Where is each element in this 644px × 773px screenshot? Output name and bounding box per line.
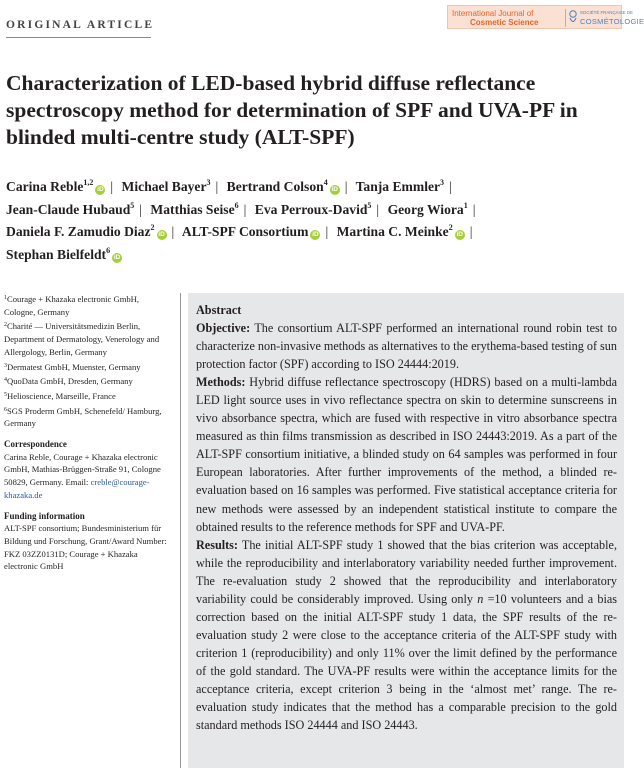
journal-logo[interactable] — [447, 5, 644, 29]
abstract-objective: Objective: The consortium ALT-SPF performed an international round robin test to characterize non-invasive methods as alternatives to the erythema-based testing of sun protection factor (SPF) according to ISO 24444:2019. — [196, 321, 618, 372]
author-separator: | — [449, 179, 452, 194]
orcid-icon[interactable]: iD — [331, 186, 338, 193]
affiliation: $^6$SGS Proderm GmbH, Schenefeld/ Hamburg, Germany — [4, 405, 162, 429]
orcid-icon[interactable]: iD — [113, 253, 121, 261]
funding-heading: Funding information — [4, 510, 85, 521]
author-name[interactable]: Stephan Bielfeldt$^6$iD — [6, 245, 121, 262]
author-separator: | — [469, 224, 473, 239]
society-logo-icon — [568, 10, 578, 25]
author-name[interactable]: Tanja Emmler$^3$ — [355, 178, 445, 194]
author-separator: | — [110, 179, 114, 194]
author-list — [6, 176, 622, 266]
author-separator: | — [325, 224, 329, 239]
orcid-icon[interactable]: iD — [456, 231, 463, 238]
affiliation: $^1$Courage + Khazaka electronic GmbH, Cologne, Germany — [4, 294, 140, 317]
correspondence-text: Carina Reble, Courage + Khazaka electronic GmbH, Mathias-Brüggen-Straße 91, Cologne 50829, Germany. Email: creble@courage-khazaka.de — [4, 451, 161, 500]
society-name-line2: COSMÉTOLOGIE — [580, 17, 644, 26]
author-name[interactable]: Michael Bayer$^3$ — [121, 178, 211, 194]
abstract-heading: Abstract — [196, 303, 242, 317]
article-type-label: ORIGINAL ARTICLE — [6, 19, 155, 31]
author-name[interactable]: Eva Perroux-David$^5$ — [254, 200, 372, 217]
author-separator: | — [243, 201, 247, 217]
author-name[interactable]: ALT-SPF Consortium iD — [181, 224, 319, 239]
orcid-icon[interactable]: iD — [97, 186, 104, 193]
author-name[interactable]: Martina C. Meinke$^2$iD — [336, 223, 463, 239]
email-label: Email: — [65, 477, 89, 488]
orcid-icon[interactable]: iD — [158, 231, 165, 238]
correspondence-heading: Correspondence — [4, 439, 67, 450]
article-type-underline — [6, 37, 151, 38]
author-separator: | — [139, 201, 143, 217]
column-divider — [180, 293, 181, 768]
author-name[interactable]: Carina Reble$^{1,2}$iD — [6, 178, 104, 194]
author-name[interactable]: Georg Wiora$^1$ — [387, 200, 468, 217]
author-separator: | — [215, 179, 219, 194]
abstract-results: Results: The initial ALT-SPF study 1 showed that the bias criterion was acceptable, while the reproducibility and interlaboratory variability needed further improvement. The re-evaluation study 2 showed that the reproducibility and interlaboratory variability could be considerably improved. Using only n =10 volunteers and a bias correction based on the initial ALT-SPF study 1 data, the SPF results of the re-evaluation study 2 were close to the acceptance criteria of the ALT-SPF study with criterion 1 (reproducibility) and only 11% over the limit defined by the performance of the gold standard. The UVA-PF results were within the acceptance limits for the acceptance criteria, except criterion 3 being in the ‘almost met’ range. The re-evaluation study indicates that the method has a comparable precision to the gold standard methods ISO 24444 and ISO 24443. — [196, 537, 618, 733]
author-separator: | — [376, 201, 380, 217]
author-name[interactable]: Daniela F. Zamudio Diaz$^2$iD — [6, 223, 165, 239]
affiliation: $^3$Dermatest GmbH, Muenster, Germany — [4, 361, 141, 372]
journal-logo-divider — [565, 9, 566, 27]
author-name[interactable]: Jean-Claude Hubaud$^5$ — [6, 200, 135, 217]
author-separator: | — [171, 224, 175, 239]
affiliation: $^5$Helioscience, Marseille, France — [4, 390, 116, 401]
left-column — [4, 293, 172, 573]
affiliation: $^4$QuoData GmbH, Dresden, Germany — [4, 376, 133, 387]
affiliation: $^2$Charité — Universitätsmedizin Berlin, Department of Dermatology, Venerology and Allergology, Berlin, Germany — [4, 321, 160, 357]
author-separator: | — [344, 179, 348, 194]
author-name[interactable]: Matthias Seise$^6$ — [150, 200, 239, 217]
author-name[interactable]: Bertrand Colson$^4$iD — [226, 178, 338, 194]
article-title: Characterization of LED-based hybrid diffuse reflectance spectroscopy method for determination of SPF and UVA-PF in blinded multi-centre study (ALT-SPF) — [6, 71, 578, 149]
society-name-line1: SOCIÉTÉ FRANÇAISE DE — [580, 10, 633, 15]
abstract-box — [188, 293, 624, 768]
author-separator: | — [472, 201, 476, 217]
journal-name-line2: Cosmetic Science — [470, 18, 539, 27]
abstract-methods: Methods: Hybrid diffuse reflectance spectroscopy (HDRS) based on a multi-lambda LED light source uses in vivo reflectance spectra on skin to determine sunscreens in vivo absorbance spectra, which are fused with respective in vitro absorbance spectra measured as thin films transmission as described in ISO 24443:2019. As a part of the ALT-SPF consortium initiative, a blinded study on 64 samples was performed in four European laboratories. After further improvements of the method, a blinded re-evaluation based on 16 samples was performed. Five statistical acceptance criteria for new methods were assessed by an independent statistical institute to compare the obtained results to the reference methods for SPF and UVA-PF. — [196, 375, 617, 534]
funding-text: ALT-SPF consortium; Bundesministerium für Bildung und Forschung, Grant/Award Number: FKZ 03ZZ0131D; Courage + Khazaka electronic GmbH — [4, 523, 167, 572]
orcid-icon[interactable]: iD — [312, 231, 319, 238]
journal-name-line1: International Journal of — [452, 9, 534, 18]
email-link[interactable]: creble@courage-khazaka.de — [4, 477, 150, 500]
